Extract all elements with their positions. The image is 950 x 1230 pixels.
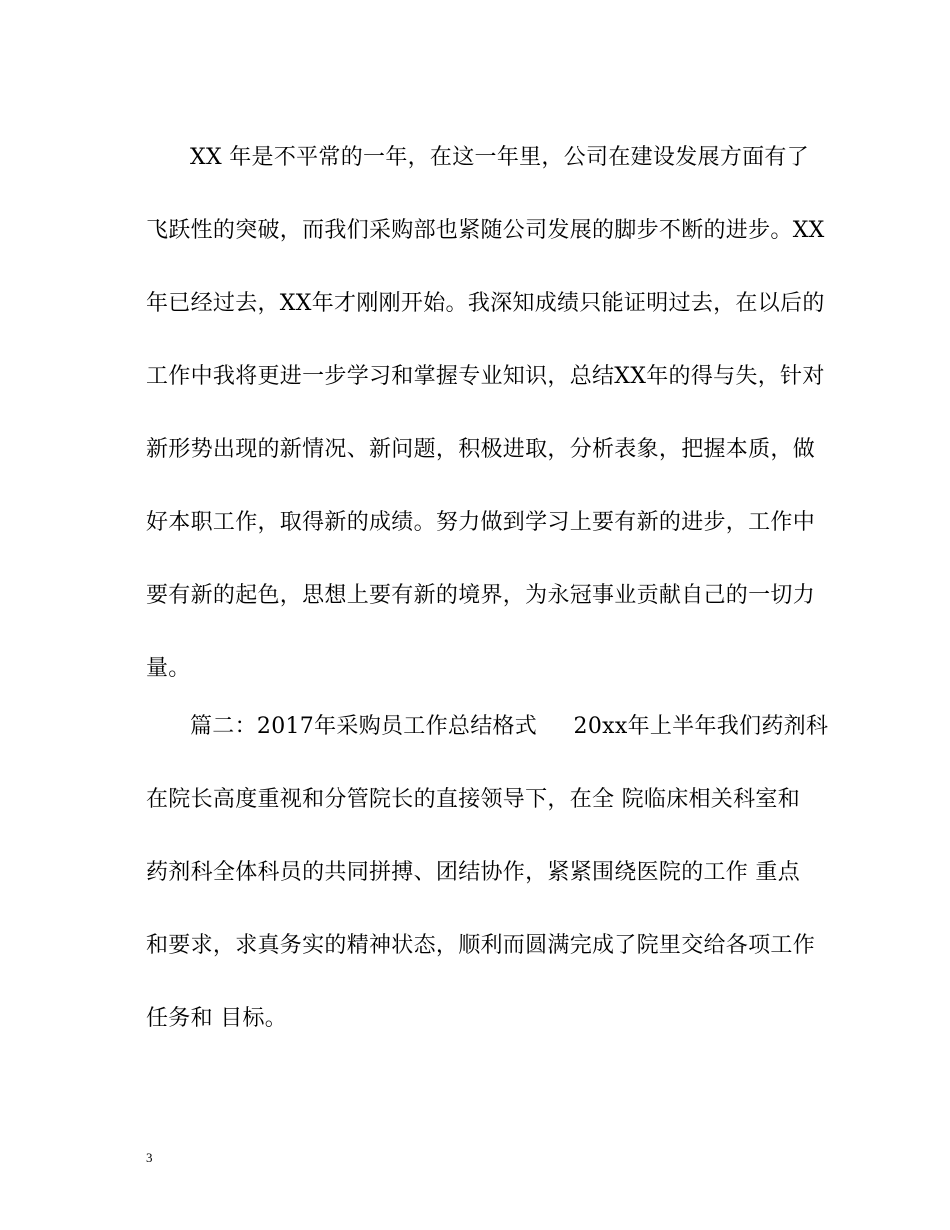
paragraph-2-line-5: 任务和 目标。 [146, 1006, 288, 1031]
paragraph-2-line-1: 篇二：2017年采购员工作总结格式 20xx年上半年我们药剂科 [190, 714, 829, 739]
paragraph-1-line-7: 要有新的起色，思想上要有新的境界，为永冠事业贡献自己的一切力 [146, 583, 816, 608]
page-number: 3 [146, 1150, 153, 1165]
paragraph-1-line-3: 年已经过去，XX年才刚刚开始。我深知成绩只能证明过去，在以后的 [146, 291, 825, 316]
paragraph-1-line-6: 好本职工作，取得新的成绩。努力做到学习上要有新的进步，工作中 [146, 510, 816, 535]
paragraph-1-line-4: 工作中我将更进一步学习和掌握专业知识，总结XX年的得与失，针对 [146, 364, 825, 389]
paragraph-2-line-2: 在院长高度重视和分管院长的直接领导下，在全 院临床相关科室和 [146, 787, 800, 812]
paragraph-1-line-1: XX 年是不平常的一年，在这一年里，公司在建设发展方面有了 [190, 145, 810, 170]
paragraph-1-line-8: 量。 [146, 656, 191, 681]
paragraph-1-line-2: 飞跃性的突破，而我们采购部也紧随公司发展的脚步不断的进步。XX [146, 218, 825, 243]
paragraph-1-line-5: 新形势出现的新情况、新问题，积极进取，分析表象，把握本质，做 [146, 437, 816, 462]
paragraph-2-line-3: 药剂科全体科员的共同拼搏、团结协作，紧紧围绕医院的工作 重点 [146, 860, 800, 885]
paragraph-2-line-4: 和要求，求真务实的精神状态，顺利而圆满完成了院里交给各项工作 [146, 933, 816, 958]
